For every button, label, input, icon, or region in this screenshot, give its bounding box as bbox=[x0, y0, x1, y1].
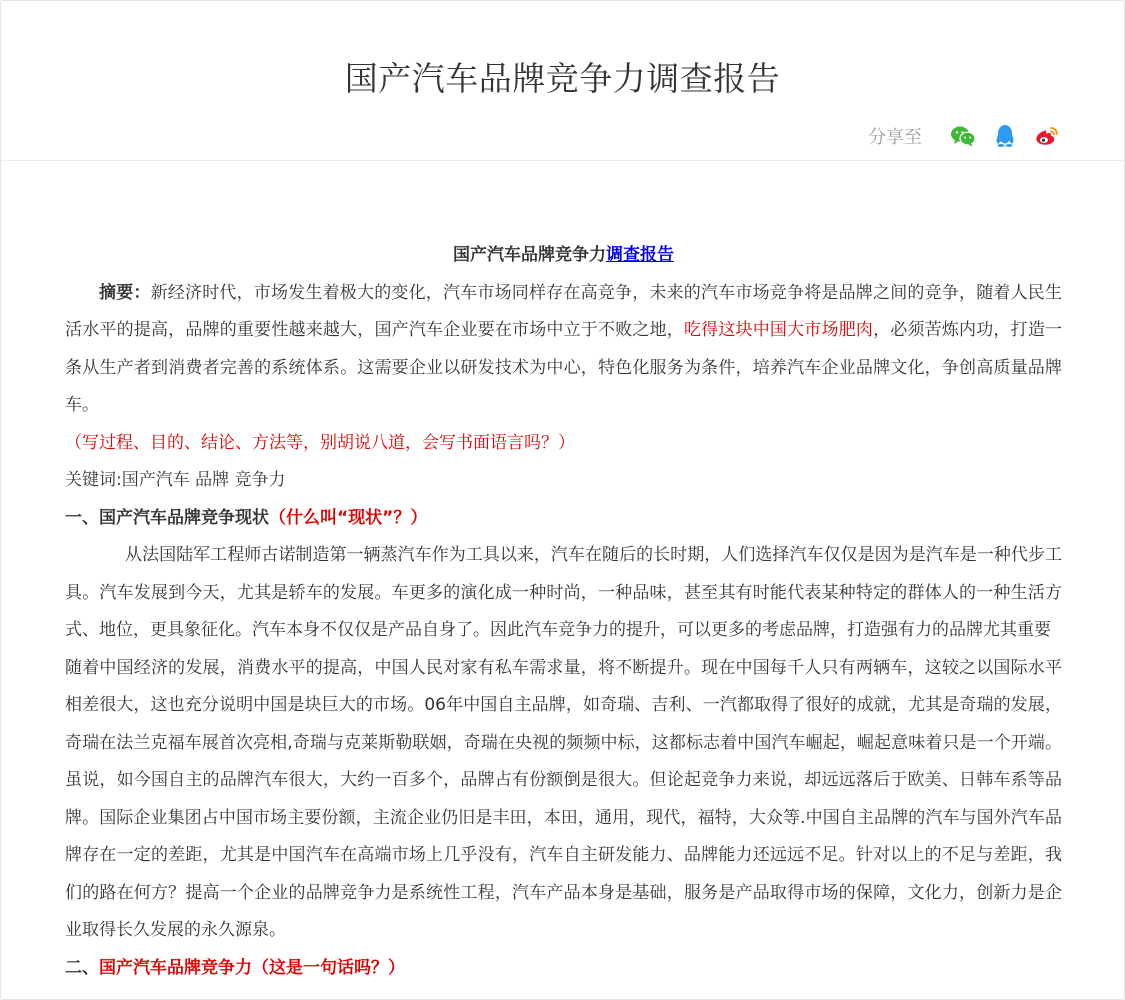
section-1-title bbox=[65, 500, 1062, 538]
article-body bbox=[65, 237, 1062, 987]
section-1-comment: （什么叫“现状”？） bbox=[269, 507, 428, 528]
page-header bbox=[1, 1, 1124, 161]
share-bar bbox=[868, 121, 1062, 151]
section-2-prefix: 二、 bbox=[65, 957, 99, 978]
section-2-title bbox=[65, 950, 1062, 988]
weibo-icon[interactable] bbox=[1032, 121, 1062, 151]
share-label: 分享至 bbox=[868, 127, 922, 148]
doc-heading bbox=[65, 237, 1062, 275]
qq-icon[interactable] bbox=[990, 121, 1020, 151]
abstract-red-annotation: 吃得这块中国大市场肥肉 bbox=[683, 320, 874, 340]
abstract-label: 摘要： bbox=[99, 282, 151, 303]
wechat-icon[interactable] bbox=[948, 121, 978, 151]
keywords-line: 关键词:国产汽车 品牌 竞争力 bbox=[65, 470, 286, 490]
section-1-paragraph-1: 从法国陆军工程师古诺制造第一辆蒸汽车作为工具以来，汽车在随后的长时期，人们选择汽车仅仅是因为是汽车是一种代步工具。汽车发展到今天，尤其是轿车的发展。车更多的演化成一种时尚，一种品味，甚至其有时能代表某种特定的群体人的一种生活方式、地位，更具象征化。汽车本身不仅仅是产品自身了。因此汽车竞争力的提升，可以更多的考虑品牌，打造强有力的品牌尤其重要 bbox=[65, 545, 1062, 640]
abstract-paragraph bbox=[65, 275, 1062, 425]
abstract-text-2: ，必须苦炼内功，打造一条从生产者到消费者完善的系统体系。这需要企业以研发技术为中心，特色化服务为条件，培养汽车企业品牌文化，争创高质量品牌车。 bbox=[65, 320, 1063, 415]
section-2-title-red: 国产汽车品牌竞争力（这是一句话吗？） bbox=[99, 957, 405, 978]
section-1-paragraph-2: 随着中国经济的发展，消费水平的提高，中国人民对家有私车需求量，将不断提升。现在中国每千人只有两辆车，这较之以国际水平相差很大，这也充分说明中国是块巨大的市场。06年中国自主品牌，如奇瑞、吉利、一汽都取得了很好的成就，尤其是奇瑞的发展，奇瑞在法兰克福车展首次亮相,奇瑞与克莱斯勒联姻，奇瑞在央视的频频中标，这都标志着中国汽车崛起，崛起意味着只是一个开端。虽说，如今国自主的品牌汽车很大，大约一百多个，品牌占有份额倒是很大。但论起竞争力来说，却远远落后于欧美、日韩车系等品牌。国际企业集团占中国市场主要份额，主流企业仍旧是丰田，本田，通用，现代，福特，大众等.中国自主品牌的汽车与国外汽车品牌存在一定的差距，尤其是中国汽车在高端市场上几乎没有，汽车自主研发能力、品牌能力还远远不足。针对以上的不足与差距，我们的路在何方？提高一个企业的品牌竞争力是系统性工程，汽车产品本身是基础，服务是产品取得市场的保障，文化力，创新力是企业取得长久发展的永久源泉。 bbox=[65, 657, 1062, 940]
doc-heading-text: 国产汽车品牌竞争力 bbox=[453, 245, 606, 265]
doc-heading-link[interactable]: 调查报告 bbox=[606, 245, 674, 265]
abstract-text-1: 新经济时代，市场发生着极大的变化，汽车市场同样存在高竞争，未来的汽车市场竞争将是品牌之间的竞争，随着人民生活水平的提高，品牌的重要性越来越大，国产汽车企业要在市场中立于不败之地， bbox=[65, 282, 1063, 340]
section-1-title-text: 一、国产汽车品牌竞争现状 bbox=[65, 507, 269, 528]
reviewer-comment: （写过程、目的、结论、方法等，别胡说八道，会写书面语言吗？） bbox=[65, 432, 575, 453]
page-title: 国产汽车品牌竞争力调查报告 bbox=[344, 59, 781, 98]
